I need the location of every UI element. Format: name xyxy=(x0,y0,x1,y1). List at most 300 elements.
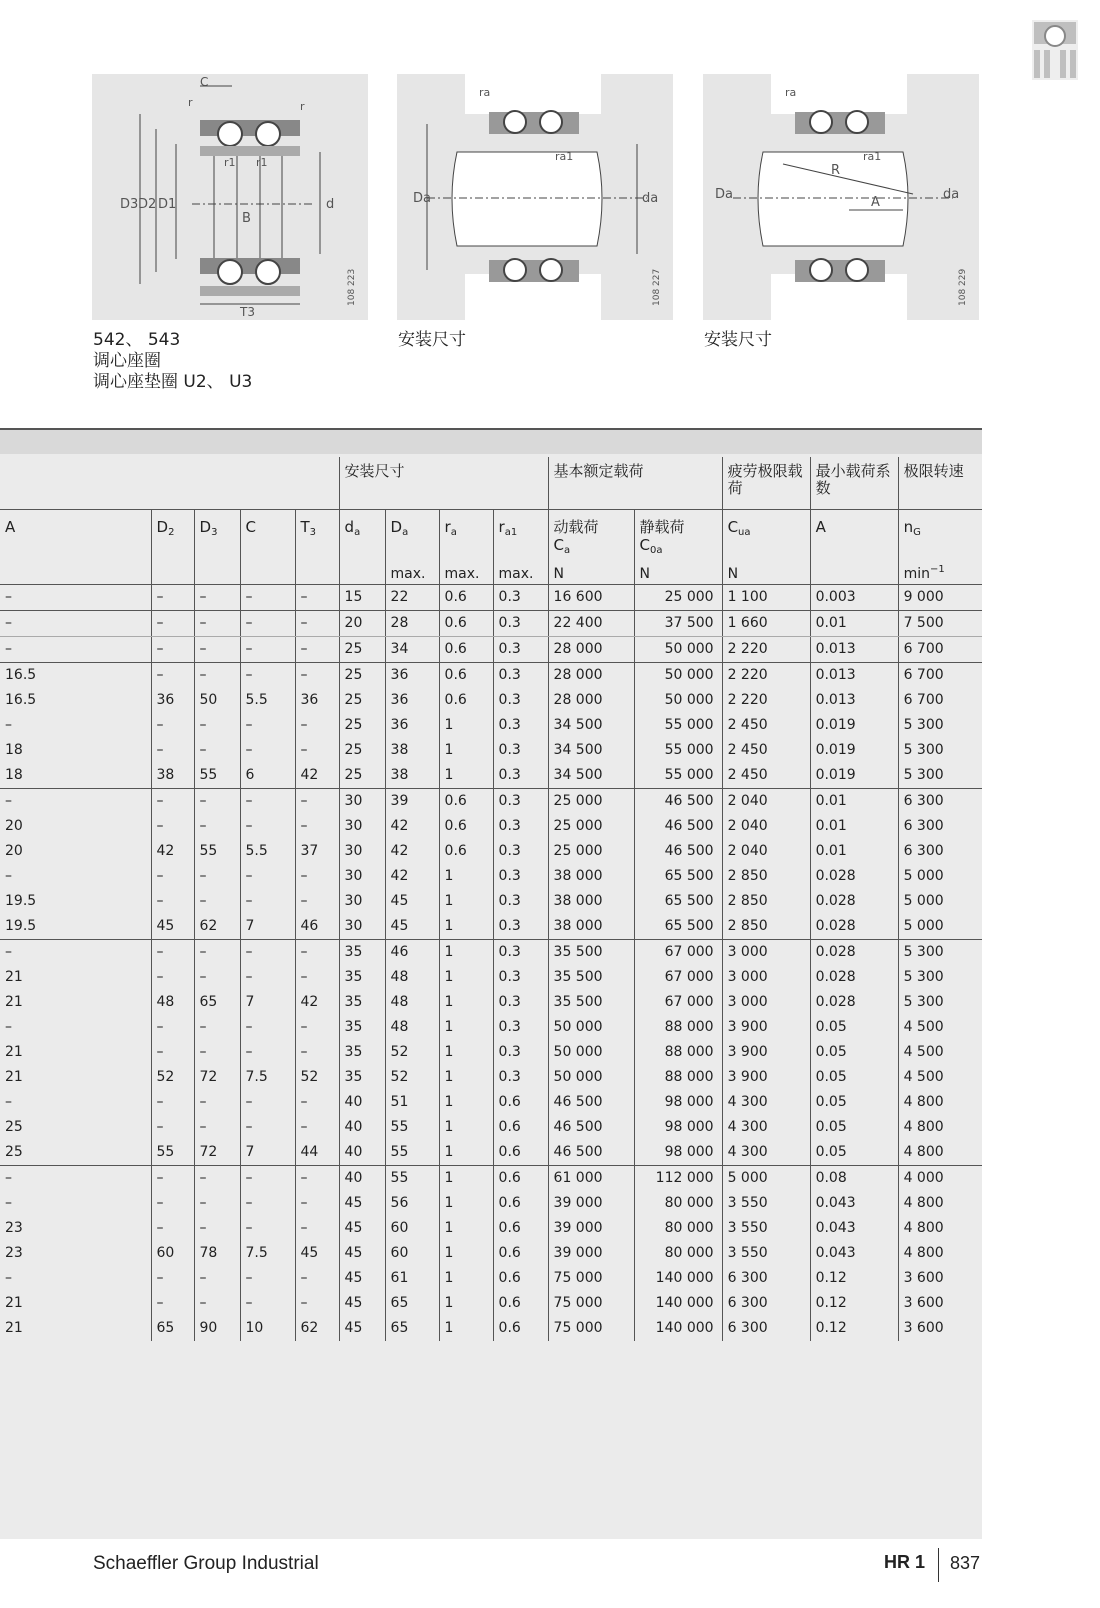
table-cell: 42 xyxy=(385,839,439,864)
table-cell: – xyxy=(240,814,295,839)
table-cell: 80 000 xyxy=(634,1241,722,1266)
label-ra: ra xyxy=(785,86,797,99)
table-cell: 45 xyxy=(339,1191,385,1216)
table-cell: 7 xyxy=(240,990,295,1015)
table-cell: 50 000 xyxy=(634,663,722,689)
table-cell: 75 000 xyxy=(548,1316,634,1341)
table-cell: 5 300 xyxy=(898,940,982,966)
table-cell: – xyxy=(295,1191,339,1216)
table-cell: 35 xyxy=(339,1065,385,1090)
table-cell: 1 xyxy=(439,1191,493,1216)
table-cell: 0.028 xyxy=(810,965,898,990)
label-d: d xyxy=(326,197,335,212)
table-cell: 0.6 xyxy=(493,1191,548,1216)
label-b: B xyxy=(242,211,251,226)
table-cell: 20 xyxy=(5,818,23,834)
col-d2: $D_2$ xyxy=(151,510,194,561)
caption-line-3: 调心座垫圈 U2、 U3 xyxy=(93,372,253,392)
table-cell: 25 xyxy=(339,637,385,663)
table-cell: 25 xyxy=(339,738,385,763)
table-cell: 0.6 xyxy=(493,1140,548,1166)
table-cell: 25 xyxy=(5,1119,23,1135)
table-cell: 4 000 xyxy=(898,1166,982,1192)
table-cell: – xyxy=(295,814,339,839)
table-row xyxy=(0,1166,982,1192)
table-cell: – xyxy=(194,965,240,990)
label-d1: D1 xyxy=(158,197,177,212)
table-cell: 65 xyxy=(385,1291,439,1316)
table-cell: 1 xyxy=(439,914,493,940)
table-cell: 62 xyxy=(295,1316,339,1341)
table-cell: 46 500 xyxy=(634,789,722,815)
table-cell: 1 xyxy=(439,1241,493,1266)
table-cell: 25 000 xyxy=(634,585,722,611)
table-cell: 42 xyxy=(385,814,439,839)
table-cell: 0.05 xyxy=(810,1040,898,1065)
table-cell: 42 xyxy=(295,763,339,789)
table-cell: 0.3 xyxy=(493,940,548,966)
table-cell: 55 xyxy=(194,839,240,864)
table-cell: – xyxy=(194,1115,240,1140)
table-cell: 45 xyxy=(339,1266,385,1291)
table-cell: 0.08 xyxy=(810,1166,898,1192)
col-da-upper: $D_a$ xyxy=(385,510,439,561)
table-cell: 0.6 xyxy=(493,1266,548,1291)
company-name: Schaeffler Group Industrial xyxy=(93,1553,319,1574)
table-cell: – xyxy=(151,585,194,611)
table-cell: 0.028 xyxy=(810,914,898,940)
table-cell: 0.3 xyxy=(493,585,548,611)
table-cell: – xyxy=(295,663,339,689)
table-cell: 25 xyxy=(339,763,385,789)
table-cell: 5 300 xyxy=(898,713,982,738)
table-cell: 1 xyxy=(439,1090,493,1115)
table-cell: 38 000 xyxy=(548,914,634,940)
table-cell: 112 000 xyxy=(634,1166,722,1192)
table-cell: 3 550 xyxy=(722,1191,810,1216)
table-cell: 5 300 xyxy=(898,763,982,789)
table-cell: – xyxy=(295,611,339,637)
label-r1-b: r1 xyxy=(256,156,268,169)
table-cell: – xyxy=(194,637,240,663)
table-cell: 88 000 xyxy=(634,1040,722,1065)
bearing-tab-icon xyxy=(1032,20,1078,80)
table-row xyxy=(0,1140,982,1166)
table-cell: 39 000 xyxy=(548,1241,634,1266)
col-min-a: A xyxy=(810,510,898,561)
table-cell: – xyxy=(151,713,194,738)
table-cell: 5 000 xyxy=(898,914,982,940)
table-cell: – xyxy=(240,611,295,637)
table-cell: – xyxy=(240,1266,295,1291)
table-cell: 34 500 xyxy=(548,763,634,789)
caption-figure-3: 安装尺寸 xyxy=(704,330,772,350)
table-cell: 78 xyxy=(194,1241,240,1266)
table-cell: 0.3 xyxy=(493,763,548,789)
table-cell: – xyxy=(151,1166,194,1192)
table-cell: 38 000 xyxy=(548,889,634,914)
table-row xyxy=(0,1241,982,1266)
table-cell: 36 xyxy=(151,688,194,713)
label-d3: D3 xyxy=(120,197,139,212)
table-cell: – xyxy=(295,1166,339,1192)
table-cell: 0.3 xyxy=(493,637,548,663)
table-cell: – xyxy=(240,713,295,738)
table-cell: 98 000 xyxy=(634,1090,722,1115)
table-cell: 80 000 xyxy=(634,1216,722,1241)
table-row xyxy=(0,1216,982,1241)
table-cell: – xyxy=(5,793,12,809)
table-cell: 0.019 xyxy=(810,713,898,738)
table-cell: – xyxy=(240,1115,295,1140)
label-a: A xyxy=(871,195,880,210)
table-cell: – xyxy=(151,611,194,637)
table-cell: 3 900 xyxy=(722,1065,810,1090)
table-cell: 4 300 xyxy=(722,1090,810,1115)
table-cell: – xyxy=(194,663,240,689)
table-row xyxy=(0,864,982,889)
table-cell: – xyxy=(194,1216,240,1241)
table-cell: – xyxy=(194,738,240,763)
table-cell: 30 xyxy=(339,789,385,815)
table-cell: 5 000 xyxy=(722,1166,810,1192)
table-cell: – xyxy=(194,713,240,738)
table-cell: – xyxy=(151,965,194,990)
table-cell: 55 000 xyxy=(634,713,722,738)
table-cell: 0.043 xyxy=(810,1191,898,1216)
table-cell: 45 xyxy=(339,1216,385,1241)
table-cell: 65 500 xyxy=(634,864,722,889)
unit-ng: $\min^{-1}$ xyxy=(898,560,982,585)
table-cell: – xyxy=(240,738,295,763)
col-da: $d_a$ xyxy=(339,510,385,561)
table-cell: 25 000 xyxy=(548,789,634,815)
table-cell: 55 xyxy=(385,1140,439,1166)
table-cell: 1 xyxy=(439,1166,493,1192)
table-cell: 6 xyxy=(240,763,295,789)
table-cell: 1 xyxy=(439,965,493,990)
header-bar xyxy=(0,430,982,454)
table-cell: 0.12 xyxy=(810,1316,898,1341)
table-cell: 0.12 xyxy=(810,1266,898,1291)
table-cell: 50 000 xyxy=(634,688,722,713)
label-d2: D2 xyxy=(138,197,157,212)
table-cell: 55 xyxy=(385,1115,439,1140)
table-cell: – xyxy=(240,864,295,889)
table-cell: 1 xyxy=(439,940,493,966)
table-cell: 4 300 xyxy=(722,1140,810,1166)
table-cell: 65 500 xyxy=(634,889,722,914)
table-cell: 88 000 xyxy=(634,1065,722,1090)
table-cell: 3 900 xyxy=(722,1040,810,1065)
table-cell: 46 xyxy=(385,940,439,966)
table-row xyxy=(0,1065,982,1090)
table-cell: 65 xyxy=(151,1316,194,1341)
table-cell: 5.5 xyxy=(240,688,295,713)
table-row xyxy=(0,738,982,763)
table-cell: 3 000 xyxy=(722,940,810,966)
col-dynamic: 动载荷 $C_a$ xyxy=(548,510,634,561)
label-r1: r1 xyxy=(224,156,236,169)
table-cell: 75 000 xyxy=(548,1266,634,1291)
table-cell: 6 300 xyxy=(898,839,982,864)
table-cell: 46 500 xyxy=(548,1140,634,1166)
table-cell: – xyxy=(151,1216,194,1241)
table-cell: 0.3 xyxy=(493,889,548,914)
table-cell: 22 400 xyxy=(548,611,634,637)
unit-stat: N xyxy=(634,560,722,585)
table-cell: 25 xyxy=(0,1140,151,1166)
table-cell: 36 xyxy=(385,688,439,713)
table-cell: 46 500 xyxy=(634,839,722,864)
table-cell: 37 500 xyxy=(634,611,722,637)
table-cell: – xyxy=(194,789,240,815)
table-cell: 2 450 xyxy=(722,738,810,763)
table-cell: 61 000 xyxy=(548,1166,634,1192)
table-cell: 67 000 xyxy=(634,990,722,1015)
table-cell: – xyxy=(0,637,151,663)
table-cell: – xyxy=(194,1090,240,1115)
table-cell: – xyxy=(194,864,240,889)
table-cell: – xyxy=(194,1040,240,1065)
table-cell: – xyxy=(295,637,339,663)
col-static: 静载荷 $C_{0a}$ xyxy=(634,510,722,561)
table-cell: – xyxy=(151,1090,194,1115)
table-cell: 72 xyxy=(194,1140,240,1166)
table-cell: 7 xyxy=(240,1140,295,1166)
table-cell: – xyxy=(194,814,240,839)
table-row xyxy=(0,663,982,689)
table-cell: 40 xyxy=(339,1140,385,1166)
table-cell: 2 040 xyxy=(722,789,810,815)
table-cell: 16.5 xyxy=(5,667,37,683)
table-cell: – xyxy=(151,637,194,663)
table-cell: 4 300 xyxy=(722,1115,810,1140)
table-cell: 45 xyxy=(339,1241,385,1266)
table-cell: – xyxy=(295,1015,339,1040)
table-cell: 90 xyxy=(194,1316,240,1341)
group-load: 基本额定载荷 xyxy=(548,457,722,510)
table-cell: 5 000 xyxy=(898,864,982,889)
table-cell: – xyxy=(295,585,339,611)
table-cell: 30 xyxy=(339,839,385,864)
table-cell: 22 xyxy=(385,585,439,611)
table-cell: 0.6 xyxy=(493,1166,548,1192)
table-row xyxy=(0,1191,982,1216)
table-cell: 1 xyxy=(439,1065,493,1090)
table-cell: 6 700 xyxy=(898,663,982,689)
table-cell: 0.6 xyxy=(439,611,493,637)
table-cell: 4 800 xyxy=(898,1191,982,1216)
table-row xyxy=(0,1115,982,1140)
table-cell: 42 xyxy=(151,839,194,864)
table-cell: 72 xyxy=(194,1065,240,1090)
table-cell: 25 xyxy=(339,713,385,738)
table-cell: – xyxy=(240,1216,295,1241)
table-cell: 21 xyxy=(5,1069,23,1085)
catalog-code: HR 1 xyxy=(884,1552,926,1572)
table-cell: 140 000 xyxy=(634,1291,722,1316)
table-cell: 140 000 xyxy=(634,1316,722,1341)
table-cell: – xyxy=(194,889,240,914)
table-cell: 0.003 xyxy=(810,585,898,611)
table-cell: 35 xyxy=(339,1040,385,1065)
figure-code: 108 227 xyxy=(652,268,662,306)
table-cell: – xyxy=(194,611,240,637)
table-row xyxy=(0,1040,982,1065)
table-cell: 23 xyxy=(5,1220,23,1236)
table-cell: 0.3 xyxy=(493,839,548,864)
table-cell: – xyxy=(5,944,12,960)
table-row xyxy=(0,990,982,1015)
table-cell: – xyxy=(240,1166,295,1192)
table-cell: 0.6 xyxy=(439,814,493,839)
label-da-upper: Da xyxy=(413,191,431,206)
table-cell: – xyxy=(240,1291,295,1316)
table-cell: 37 xyxy=(295,839,339,864)
table-cell: 35 500 xyxy=(548,965,634,990)
table-cell: 56 xyxy=(385,1191,439,1216)
table-row xyxy=(0,637,982,663)
table-cell: – xyxy=(295,1266,339,1291)
table-cell: – xyxy=(194,1015,240,1040)
table-cell: 3 600 xyxy=(898,1316,982,1341)
table-row xyxy=(0,814,982,839)
group-install: 安装尺寸 xyxy=(339,457,548,510)
table-cell: 1 xyxy=(439,1216,493,1241)
table-cell: 67 000 xyxy=(634,965,722,990)
table-cell: 36 xyxy=(385,713,439,738)
table-row xyxy=(0,688,982,713)
table-row xyxy=(0,839,982,864)
table-row xyxy=(0,1316,982,1341)
table-cell: 25 xyxy=(339,688,385,713)
table-cell: 0.028 xyxy=(810,940,898,966)
table-cell: 48 xyxy=(151,990,194,1015)
table-cell: 0.6 xyxy=(493,1291,548,1316)
table-cell: 42 xyxy=(385,864,439,889)
table-cell: 0.043 xyxy=(810,1216,898,1241)
table-cell: 1 xyxy=(439,889,493,914)
table-cell: – xyxy=(295,713,339,738)
table-cell: 0.6 xyxy=(439,637,493,663)
table-cell: 21 xyxy=(5,1320,23,1336)
table-cell: 0.043 xyxy=(810,1241,898,1266)
table-cell: 48 xyxy=(385,965,439,990)
table-row xyxy=(0,713,982,738)
table-cell: 55 xyxy=(151,1140,194,1166)
table-cell: 52 xyxy=(385,1040,439,1065)
table-cell: 5 300 xyxy=(898,965,982,990)
table-cell: 0.6 xyxy=(493,1216,548,1241)
table-cell: 61 xyxy=(385,1266,439,1291)
table-cell: – xyxy=(240,637,295,663)
table-cell: 2 850 xyxy=(722,889,810,914)
label-ra: ra xyxy=(479,86,491,99)
col-d3: $D_3$ xyxy=(194,510,240,561)
table-cell: 28 000 xyxy=(548,663,634,689)
table-cell: 35 500 xyxy=(548,990,634,1015)
table-cell: 6 300 xyxy=(722,1291,810,1316)
table-cell: 6 700 xyxy=(898,688,982,713)
table-cell: 36 xyxy=(295,688,339,713)
table-cell: 21 xyxy=(5,994,23,1010)
table-cell: 3 000 xyxy=(722,965,810,990)
col-ra1: $r_{a1}$ xyxy=(493,510,548,561)
table-cell: 25 xyxy=(339,663,385,689)
mounting-drawing-1 xyxy=(397,74,673,320)
table-cell: 1 xyxy=(439,864,493,889)
group-minload: 最小载荷系数 xyxy=(810,457,898,510)
table-cell: 52 xyxy=(295,1065,339,1090)
col-t3: $T_3$ xyxy=(295,510,339,561)
table-row xyxy=(0,1291,982,1316)
table-cell: 2 850 xyxy=(722,864,810,889)
table-cell: 0.019 xyxy=(810,738,898,763)
table-cell: 0.3 xyxy=(493,814,548,839)
table-cell: 46 xyxy=(295,914,339,940)
table-cell: 36 xyxy=(385,663,439,689)
table-cell: 21 xyxy=(5,969,23,985)
table-cell: 45 xyxy=(339,1316,385,1341)
table-cell: 30 xyxy=(339,889,385,914)
table-body xyxy=(0,585,982,1342)
table-cell: 0.01 xyxy=(810,814,898,839)
table-cell: 55 xyxy=(194,763,240,789)
table-cell: 0.6 xyxy=(439,663,493,689)
table-cell: 34 xyxy=(385,637,439,663)
table-cell: 35 xyxy=(339,990,385,1015)
table-row xyxy=(0,585,982,611)
table-cell: 2 850 xyxy=(722,914,810,940)
table-cell: 21 xyxy=(5,1044,23,1060)
table-cell: 0.05 xyxy=(810,1140,898,1166)
table-cell: 0.6 xyxy=(493,1090,548,1115)
table-cell: 9 000 xyxy=(898,585,982,611)
table-cell: 19.5 xyxy=(5,893,37,909)
table-cell: 7 xyxy=(240,914,295,940)
figure-code: 108 229 xyxy=(958,268,968,306)
table-cell: 25 000 xyxy=(548,839,634,864)
table-cell: 0.3 xyxy=(493,663,548,689)
table-cell: 60 xyxy=(385,1216,439,1241)
table-cell: 5 300 xyxy=(898,738,982,763)
table-cell: – xyxy=(295,789,339,815)
table-cell: 0.3 xyxy=(493,1065,548,1090)
table-cell: 4 500 xyxy=(898,1065,982,1090)
table-cell: 30 xyxy=(339,914,385,940)
table-cell: – xyxy=(240,1015,295,1040)
table-cell: 50 000 xyxy=(548,1040,634,1065)
table-cell: 1 660 xyxy=(722,611,810,637)
table-cell: 0.01 xyxy=(810,839,898,864)
table-cell: 98 000 xyxy=(634,1115,722,1140)
table-cell: 2 450 xyxy=(722,713,810,738)
col-cua: $C_{ua}$ xyxy=(722,510,810,561)
table-cell: 18 xyxy=(0,763,151,789)
table-cell: 7.5 xyxy=(240,1241,295,1266)
table-cell: 80 000 xyxy=(634,1191,722,1216)
table-cell: – xyxy=(194,1291,240,1316)
table-cell: – xyxy=(5,1094,12,1110)
table-cell: – xyxy=(194,1266,240,1291)
table-cell: 1 100 xyxy=(722,585,810,611)
table-cell: 98 000 xyxy=(634,1140,722,1166)
table-cell: – xyxy=(240,1191,295,1216)
table-cell: 0.028 xyxy=(810,990,898,1015)
table-cell: – xyxy=(240,1090,295,1115)
table-cell: 50 000 xyxy=(548,1065,634,1090)
